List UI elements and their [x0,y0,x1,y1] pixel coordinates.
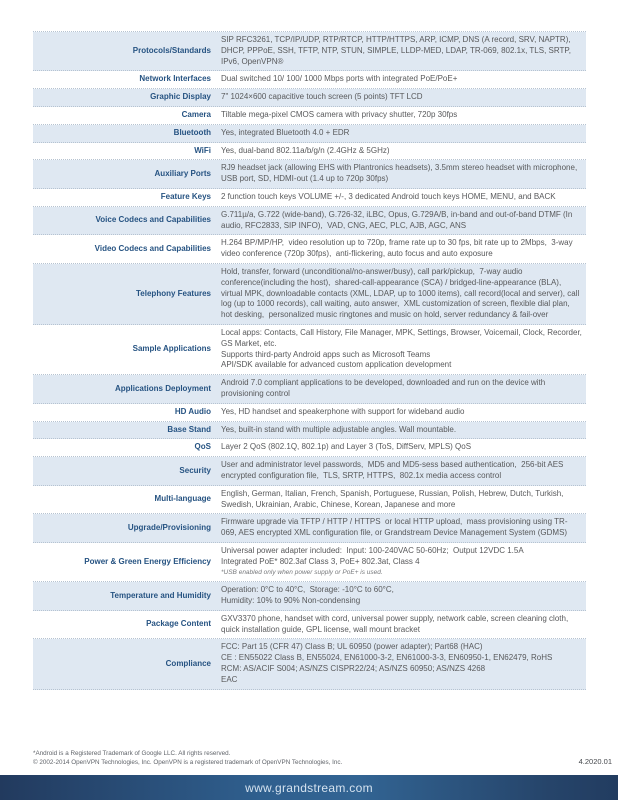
spec-label: Video Codecs and Capabilities [94,243,211,253]
spec-value: Yes, integrated Bluetooth 4.0 + EDR [221,127,350,137]
spec-value: Hold, transfer, forward (unconditional/no-answer/busy), call park/pickup, 7-way audio conference(including the host), shared-call-appearance (SCA) / bridged-line-appearance (BLA), virtual MPK, downloadable contacts (XML, LDAP, up to 1000 items), call record(local and server), call log (up to 1000 records), call waiting, auto answer, XML customization of screen, flexible dial plan, hot desking, personalized music ringtones and music on hold, server redundancy & fail-over [221,266,582,320]
spec-row [33,264,586,325]
footer-bar [0,775,618,800]
spec-value: H.264 BP/MP/HP, video resolution up to 720p, frame rate up to 30 fps, bit rate up to 2Mbps, 3-way video conference (720p 30fps), anti-flickering, auto focus and auto exposure [221,238,575,259]
spec-row [33,514,586,543]
spec-label: Upgrade/Provisioning [127,522,211,532]
spec-row [33,375,586,404]
website-link[interactable]: www.grandstream.com [245,780,373,795]
spec-label: Power & Green Energy Efficiency [84,556,211,566]
spec-label: Package Content [146,619,211,629]
spec-value: 2 function touch keys VOLUME +/-, 3 dedicated Android touch keys HOME, MENU, and BACK [221,191,556,201]
spec-label: Graphic Display [150,92,211,102]
spec-row [33,189,586,207]
spec-row [33,582,586,611]
spec-row [33,325,586,375]
spec-label: Network Interfaces [139,74,211,84]
spec-row [33,160,586,189]
spec-label: Applications Deployment [114,383,211,393]
spec-row [33,543,586,582]
spec-value: RJ9 headset jack (allowing EHS with Plantronics headsets), 3.5mm stereo headset with microphone, USB port, SD, HDMI-out (1.4 up to 720p 30fps) [221,163,580,184]
spec-row [33,457,586,486]
spec-value: G.711µ/a, G.722 (wide-band), G.726-32, iLBC, Opus, G.729A/B, in-band and out-of-band DTMF (In audio, RFC2833, SIP INFO), VAD, CNG, AEC, PLC, AJB, AGC, ANS [221,209,575,230]
spec-label: QoS [194,442,211,452]
spec-row [33,611,586,640]
spec-label: Bluetooth [173,127,211,137]
spec-row [33,125,586,143]
spec-value: 7" 1024×600 capacitive touch screen (5 points) TFT LCD [221,92,423,102]
spec-label: Camera [181,109,211,119]
spec-table [33,31,586,690]
legal-notes [33,750,342,767]
spec-label: Temperature and Humidity [110,590,211,600]
spec-value: User and administrator level passwords, MD5 and MD5-sess based authentication, 256-bit AES encrypted configuration file, TLS, SRTP, HTTPS, 802.1x media access control [221,460,566,480]
spec-value: Android 7.0 compliant applications to be developed, downloaded and run on the device with provisioning control [221,378,548,398]
spec-row [33,486,586,515]
spec-value: Universal power adapter included: Input: 100-240VAC 50-60Hz; Output 12VDC 1.5A Integrated PoE* 802.3af Class 3, PoE+ 802.3at, Class 4 *USB enabled only when power supply or PoE+ is used. [215,546,586,578]
spec-row [33,639,586,689]
spec-row [33,235,586,264]
spec-label: Sample Applications [132,344,211,354]
spec-value: Firmware upgrade via TFTP / HTTP / HTTPS or local HTTP upload, mass provisioning using TR-069, AES encrypted XML configuration file, or Grandstream Device Management System (GDMS) [221,517,568,538]
spec-label: HD Audio [174,406,211,416]
spec-label: Compliance [165,658,211,668]
spec-label: Feature Keys [160,191,211,201]
version-number: 4.2020.01 [578,757,612,766]
openvpn-trademark-note: © 2002-2014 OpenVPN Technologies, Inc. OpenVPN is a registered trademark of OpenVPN Technologies, Inc. [33,758,343,766]
spec-value: Dual switched 10/ 100/ 1000 Mbps ports with integrated PoE/PoE+ [221,74,458,84]
spec-value: Yes, built-in stand with multiple adjustable angles. Wall mountable. [221,424,457,434]
spec-row [33,404,586,422]
spec-label: Base Stand [167,424,211,434]
spec-value: Layer 2 QoS (802.1Q, 802.1p) and Layer 3 (ToS, DiffServ, MPLS) QoS [221,442,472,452]
android-trademark-note: *Android is a Registered Trademark of Google LLC. All rights reserved. [33,750,231,757]
spec-value: GXV3370 phone, handset with cord, universal power supply, network cable, screen cleaning cloth, quick installation guide, GPL license, wall mount bracket [221,613,571,634]
spec-value: Yes, dual-band 802.11a/b/g/n (2.4GHz & 5GHz) [221,145,390,155]
spec-label: Multi-language [154,494,211,504]
spec-label: Protocols/Standards [132,45,211,55]
spec-value: SIP RFC3261, TCP/IP/UDP, RTP/RTCP, HTTP/HTTPS, ARP, ICMP, DNS (A record, SRV, NAPTR), DHCP, PPPoE, SSH, TFTP, NTP, STUN, SIMPLE, LLDP-MED, LDAP, TR-069, 802.1x, TLS, SRTP, IPv6, OpenVPN® [221,35,574,66]
spec-row [33,71,586,89]
spec-row [33,32,586,71]
spec-value: Local apps: Contacts, Call History, File Manager, MPK, Settings, Browser, Voicemail, Clock, Recorder, GS Market, etc. Supports third-party Android apps such as Microsoft Teams API/SDK available for advanced custom application development [221,327,582,370]
spec-value: English, German, Italian, French, Spanish, Portuguese, Russian, Polish, Hebrew, Dutch, Turkish, Swedish, Ukrainian, Arabic, Chinese, Korean, Japanese and more [221,488,566,509]
spec-row [33,107,586,125]
spec-value: Tiltable mega-pixel CMOS camera with privacy shutter, 720p 30fps [221,109,458,119]
usb-footnote: *USB enabled only when power supply or PoE+ is used. [221,569,383,577]
spec-row [33,143,586,161]
spec-row [33,207,586,236]
spec-label: WiFi [194,145,211,155]
spec-value: Yes, HD handset and speakerphone with support for wideband audio [221,406,465,416]
spec-row [33,439,586,457]
spec-label: Auxiliary Ports [154,168,211,178]
spec-label: Voice Codecs and Capabilities [95,215,211,225]
spec-label: Security [179,465,211,475]
spec-value: FCC: Part 15 (CFR 47) Class B; UL 60950 (power adapter); Part68 (HAC) CE : EN55022 Class B, EN55024, EN61000-3-2, EN61000-3-3, EN60950-1, EN62479, RoHS RCM: AS/ACIF S004; AS/NZS CISPR22/24; AS/NZS 60950; AS/NZS 4268 EAC [221,642,553,684]
spec-row [33,89,586,107]
spec-label: Telephony Features [136,288,211,298]
spec-value: Operation: 0°C to 40°C, Storage: -10°C to 60°C, Humidity: 10% to 90% Non-condensing [221,585,394,606]
spec-row [33,422,586,440]
